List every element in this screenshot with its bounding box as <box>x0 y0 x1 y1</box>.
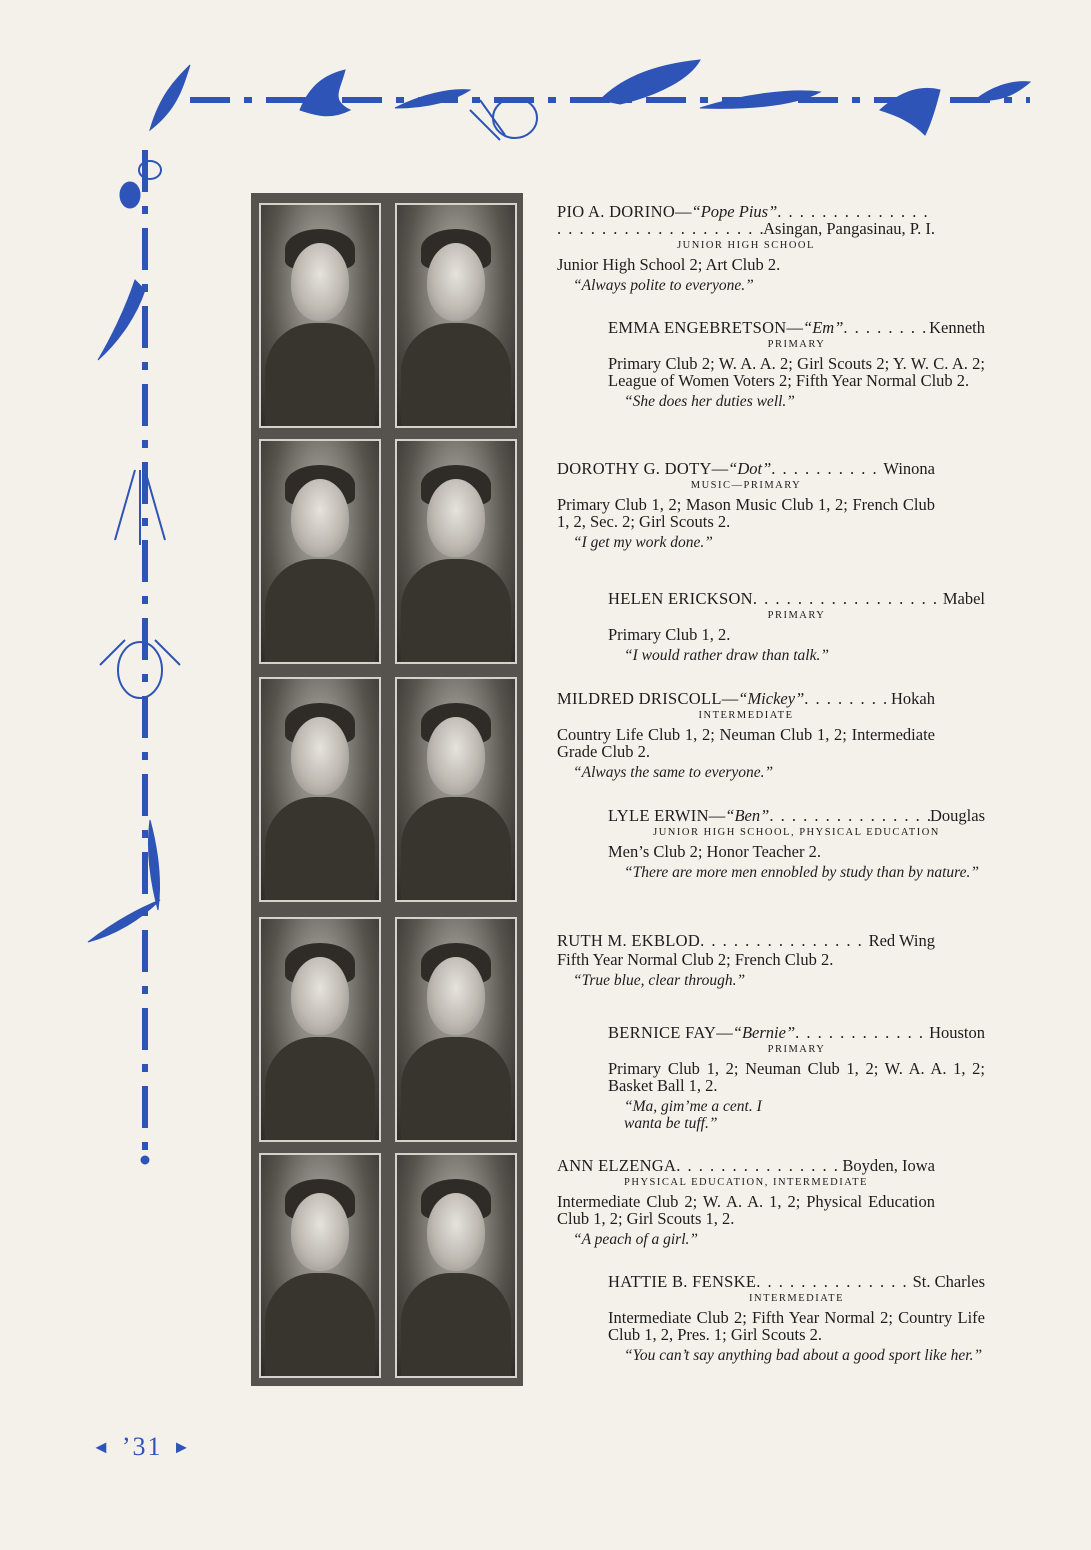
portrait-photo <box>259 677 381 902</box>
student-nickname: “Dot” <box>728 459 772 478</box>
student-name: HELEN ERICKSON <box>608 589 753 608</box>
portrait-photo <box>259 439 381 664</box>
folio-year: ’31 <box>121 1432 163 1461</box>
course-label: INTERMEDIATE <box>749 1293 844 1304</box>
quote: “You can’t say anything bad about a good sport like her.” <box>624 1347 983 1364</box>
quote: “There are more men ennobled by study than by nature.” <box>624 864 980 881</box>
quote: “Always polite to everyone.” <box>573 277 754 294</box>
hometown: Asingan, Pangasinau, P. I. <box>763 219 935 238</box>
page-folio <box>92 1432 192 1462</box>
quote: “I get my work done.” <box>573 534 713 551</box>
quote: “True blue, clear through.” <box>573 972 746 989</box>
student-entry: DOROTHY G. DOTY — “Dot” . . . Winona MUSIC—PRIMARY Primary Club 1, 2; Mason Music Club 1, 2; French Club 1, 2, Sec. 2; Girl Scouts 2. “I get my work done.” <box>557 460 935 551</box>
student-name: RUTH M. EKBLOD <box>557 931 701 950</box>
portrait-photo <box>395 917 517 1142</box>
student-entry: PIO A. DORINO — “Pope Pius” . . . . . . Asingan, Pangasinau, P. I. JUNIOR HIGH SCHOOL Junior High School 2; Art Club 2. “Always polite to everyone.” <box>557 203 935 294</box>
student-name: EMMA ENGEBRETSON <box>608 318 787 337</box>
student-nickname: “Em” <box>803 318 844 337</box>
quote: “I would rather draw than talk.” <box>624 647 829 664</box>
student-name: ANN ELZENGA <box>557 1156 677 1175</box>
course-label: JUNIOR HIGH SCHOOL <box>677 240 815 251</box>
hometown: Kenneth <box>929 318 985 337</box>
course-label: PHYSICAL EDUCATION, INTERMEDIATE <box>624 1177 868 1188</box>
student-entry: LYLE ERWIN — “Ben” . . . Douglas JUNIOR HIGH SCHOOL, PHYSICAL EDUCATION Men’s Club 2; Honor Teacher 2. “There are more men ennobled by study than by nature.” <box>608 807 985 881</box>
student-nickname: “Bernie” <box>732 1023 796 1042</box>
hometown: Douglas <box>930 806 985 825</box>
student-name: DOROTHY G. DOTY <box>557 459 712 478</box>
student-entry: EMMA ENGEBRETSON — “Em” . . . Kenneth PRIMARY Primary Club 2; W. A. A. 2; Girl Scouts 2; Y. W. C. A. 2; League of Women Voters 2; Fifth Year Normal Club 2. “She does her duties well.” <box>608 319 985 410</box>
quote: “She does her duties well.” <box>624 393 795 410</box>
activities: Country Life Club 1, 2; Neuman Club 1, 2; Intermediate Grade Club 2. <box>557 725 935 761</box>
student-name: LYLE ERWIN <box>608 806 709 825</box>
student-nickname: “Pope Pius” <box>691 202 778 221</box>
activities: Primary Club 2; W. A. A. 2; Girl Scouts 2; Y. W. C. A. 2; League of Women Voters 2; Fifth Year Normal Club 2. <box>608 354 985 390</box>
portrait-photo <box>395 203 517 428</box>
activities: Men’s Club 2; Honor Teacher 2. <box>608 842 822 861</box>
course-label: PRIMARY <box>767 1044 826 1055</box>
hometown: Houston <box>929 1023 985 1042</box>
student-entry <box>608 1273 985 1364</box>
student-entry: MILDRED DRISCOLL — “Mickey” . . . Hokah INTERMEDIATE Country Life Club 1, 2; Neuman Club 1, 2; Intermediate Grade Club 2. “Always the same to everyone.” <box>557 690 935 781</box>
hometown: Hokah <box>891 689 935 708</box>
portrait-panel <box>251 193 523 1386</box>
student-name: HATTIE B. FENSKE <box>608 1272 757 1291</box>
arrowhead-ornament-icon: ► <box>172 1436 193 1457</box>
student-nickname: “Ben” <box>725 806 770 825</box>
activities: Fifth Year Normal Club 2; French Club 2. <box>557 950 834 969</box>
portrait-photo <box>395 439 517 664</box>
hometown: Boyden, Iowa <box>842 1156 935 1175</box>
portrait-photo <box>259 203 381 428</box>
activities: Intermediate Club 2; W. A. A. 1, 2; Physical Education Club 1, 2; Girl Scouts 1, 2. <box>557 1192 935 1228</box>
student-nickname: “Mickey” <box>738 689 805 708</box>
course-label: PRIMARY <box>767 339 826 350</box>
course-label: INTERMEDIATE <box>698 710 794 721</box>
hometown: Winona <box>883 459 935 478</box>
course-label: PRIMARY <box>767 610 826 621</box>
student-entry <box>608 590 985 664</box>
activities: Primary Club 1, 2; Mason Music Club 1, 2; French Club 1, 2, Sec. 2; Girl Scouts 2. <box>557 495 935 531</box>
quote: “Ma, gim’me a cent. I wanta be tuff.” <box>624 1098 762 1132</box>
student-entry: BERNICE FAY — “Bernie” . . . Houston PRIMARY Primary Club 1, 2; Neuman Club 1, 2; W. A. A. 1, 2; Basket Ball 1, 2. “Ma, gim’me a cent. I wanta be tuff.” <box>608 1024 985 1132</box>
hometown: Red Wing <box>868 931 935 950</box>
student-entry <box>557 1157 935 1248</box>
arrowhead-ornament-icon: ◄ <box>92 1436 112 1457</box>
student-name: BERNICE FAY <box>608 1023 717 1042</box>
hometown: St. Charles <box>912 1272 985 1291</box>
hometown: Mabel <box>942 589 985 608</box>
activities: Primary Club 1, 2; Neuman Club 1, 2; W. A. A. 1, 2; Basket Ball 1, 2. <box>608 1059 985 1095</box>
portrait-photo <box>259 917 381 1142</box>
quote: “A peach of a girl.” <box>573 1231 699 1248</box>
quote: “Always the same to everyone.” <box>573 764 774 781</box>
portrait-photo <box>395 1153 517 1378</box>
activities: Intermediate Club 2; Fifth Year Normal 2; Country Life Club 1, 2, Pres. 1; Girl Scouts 2. <box>608 1308 985 1344</box>
student-name: MILDRED DRISCOLL <box>557 689 722 708</box>
portrait-photo <box>259 1153 381 1378</box>
activities: Junior High School 2; Art Club 2. <box>557 255 781 274</box>
student-entry <box>557 932 935 989</box>
student-name: PIO A. DORINO <box>557 202 676 221</box>
course-label: MUSIC—PRIMARY <box>690 480 802 491</box>
course-label: JUNIOR HIGH SCHOOL, PHYSICAL EDUCATION <box>653 827 940 838</box>
portrait-photo <box>395 677 517 902</box>
activities: Primary Club 1, 2. <box>608 625 731 644</box>
